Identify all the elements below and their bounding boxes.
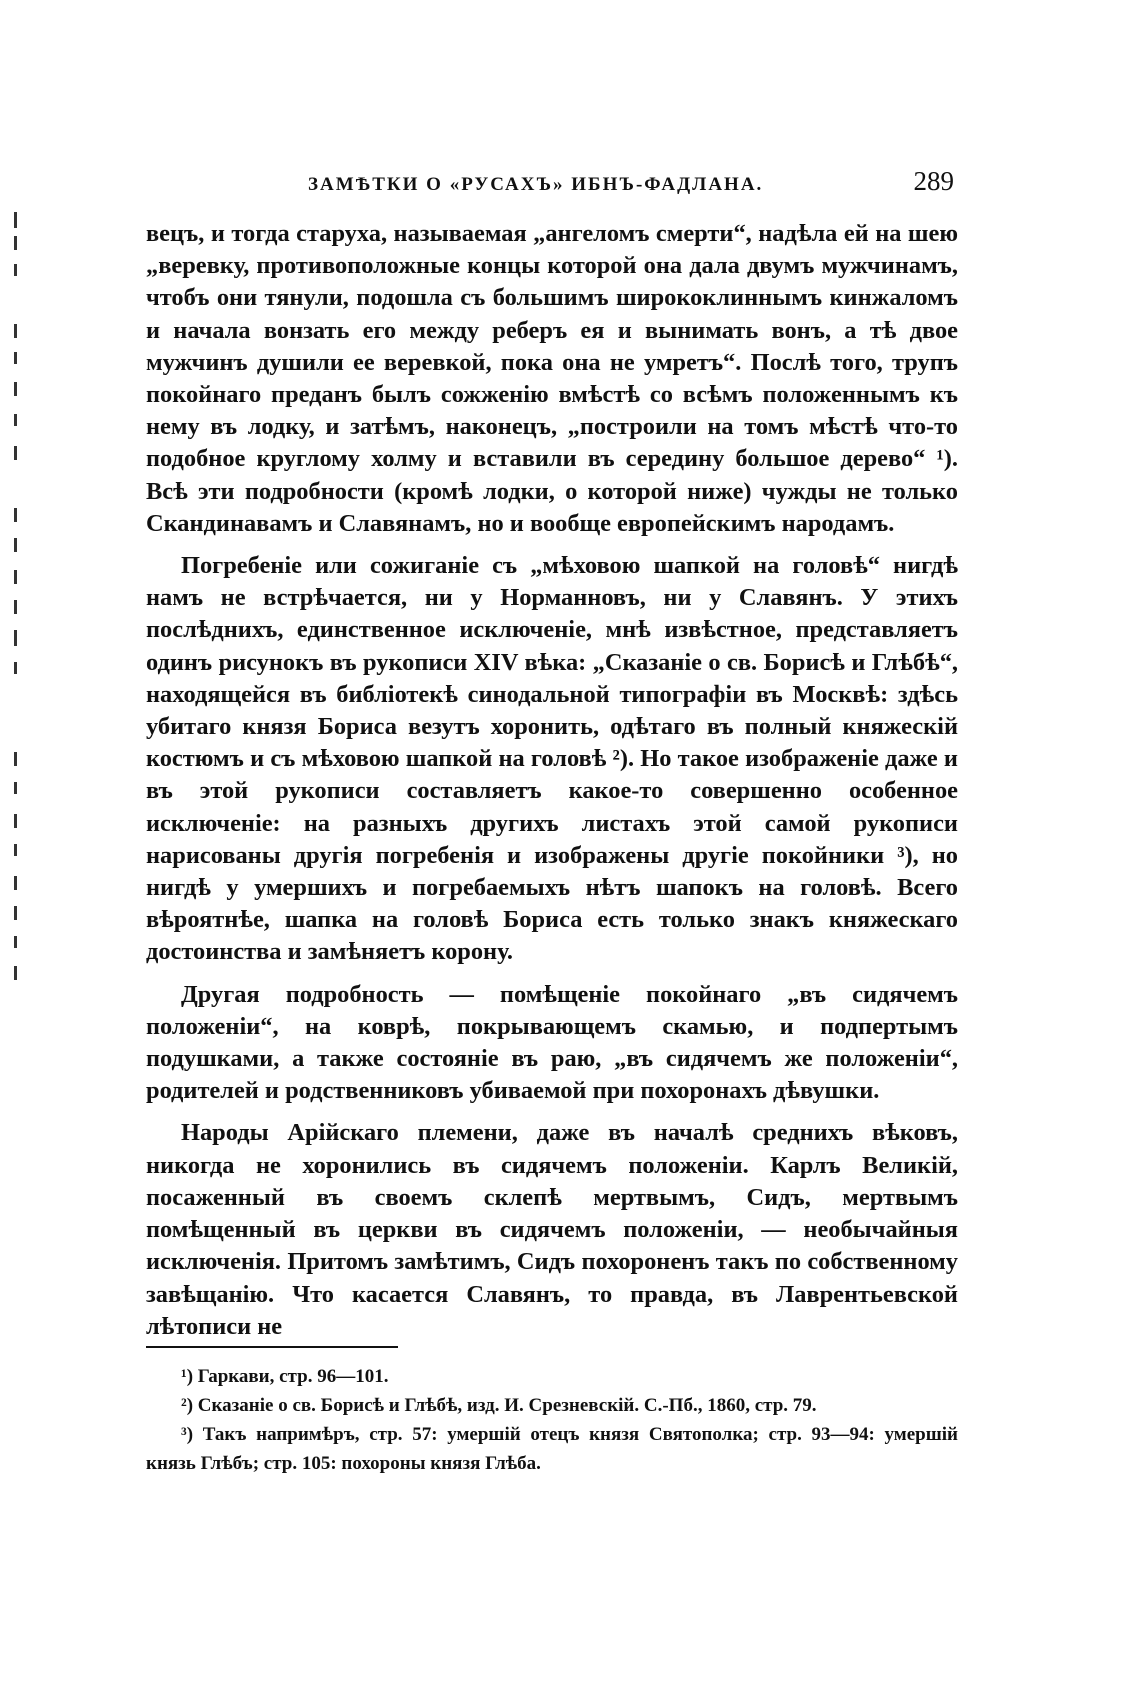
scan-mark (14, 414, 17, 426)
scan-mark (14, 630, 17, 646)
main-text (146, 218, 958, 1343)
paragraph: вецъ, и тогда старуха, называемая „ангеломъ смерти“, надѣла ей на шею „веревку, противоположные концы которой она дала двумъ мужчинамъ, чтобъ они тянули, подошла съ большимъ ширококлиннымъ кинжаломъ и начала вонзать его между реберъ ея и вынимать вонъ, а тѣ двое мужчинъ душили ее веревкой, пока она не умретъ“. Послѣ того, трупъ покойнаго преданъ былъ сожженію вмѣстѣ со всѣмъ положеннымъ къ нему въ лодку, и затѣмъ, наконецъ, „построили на томъ мѣстѣ что-то подобное круглому холму и вставили въ середину большое дерево“ ¹). Всѣ эти подробности (кромѣ лодки, о которой ниже) чужды не только Скандинавамъ и Славянамъ, но и вообще европейскимъ народамъ. (146, 220, 958, 537)
paragraph: Народы Арійскаго племени, даже въ началѣ среднихъ вѣковъ, никогда не хоронились въ сидячемъ положеніи. Карлъ Великій, посаженный въ своемъ склепѣ мертвымъ, Сидъ, мертвымъ помѣщенный въ церкви въ сидячемъ положеніи, — необычайныя исключенія. Притомъ замѣтимъ, Сидъ похороненъ такъ по собственному завѣщанію. Что касается Славянъ, то правда, въ Лаврентьевской лѣтописи не (146, 1119, 958, 1340)
scan-mark (14, 966, 17, 980)
scan-mark (14, 324, 17, 338)
scan-mark (14, 752, 17, 766)
scan-mark (14, 212, 17, 228)
page-header (146, 166, 958, 206)
paragraph: Другая подробность — помѣщеніе покойнаго „въ сидячемъ положеніи“, на коврѣ, покрывающемъ скамью, и подпертымъ подушками, а также состояніе въ раю, „въ сидячемъ же положеніи“, родителей и родственниковъ убиваемой при похоронахъ дѣвушки. (146, 980, 958, 1105)
scan-mark (14, 936, 17, 948)
scan-mark (14, 600, 17, 614)
scan-mark (14, 876, 17, 890)
scan-mark (14, 844, 17, 856)
scan-mark (14, 352, 17, 364)
scan-mark (14, 382, 17, 396)
scan-mark (14, 662, 17, 674)
scan-mark (14, 906, 17, 920)
scan-mark (14, 538, 17, 552)
scan-mark (14, 782, 17, 794)
running-title: ЗАМѢТКИ О «РУСАХЪ» ИБНЪ-ФАДЛАНА. (308, 174, 764, 195)
page-number: 289 (913, 166, 954, 196)
scan-mark (14, 508, 17, 522)
footnotes (146, 1362, 958, 1478)
margin-scan-marks (6, 212, 26, 1072)
footnote: ³) Такъ напримѣръ, стр. 57: умершій отецъ князя Святополка; стр. 93—94: умершій князь Глѣбъ; стр. 105: похороны князя Глѣба. (146, 1424, 958, 1474)
scan-mark (14, 264, 17, 276)
scan-mark (14, 236, 17, 250)
scan-mark (14, 814, 17, 828)
scan-mark (14, 570, 17, 584)
footnote: ¹) Гаркави, стр. 96—101. (181, 1366, 389, 1387)
footnote: ²) Сказаніе о св. Борисѣ и Глѣбѣ, изд. И. Срезневскій. С.-Пб., 1860, стр. 79. (181, 1395, 817, 1416)
footnote-divider (146, 1346, 398, 1348)
paragraph: Погребеніе или сожиганіе съ „мѣховою шапкой на головѣ“ нигдѣ намъ не встрѣчается, ни у Норманновъ, ни у Славянъ. У этихъ послѣднихъ, единственное исключеніе, мнѣ извѣстное, представляетъ одинъ рисунокъ въ рукописи XIV вѣка: „Сказаніе о св. Борисѣ и Глѣбѣ“, находящейся въ библіотекѣ синодальной типографіи въ Москвѣ: здѣсь убитаго князя Бориса везутъ хоронить, одѣтаго въ полный княжескій костюмъ и съ мѣховою шапкой на головѣ ²). Но такое изображеніе даже и въ этой рукописи составляетъ какое-то совершенно особенное исключеніе: на разныхъ другихъ листахъ этой самой рукописи нарисованы другія погребенія и изображены другіе покойники ³), но нигдѣ у умершихъ и погребаемыхъ нѣтъ шапокъ на головѣ. Всего вѣроятнѣе, шапка на головѣ Бориса есть только знакъ княжескаго достоинства и замѣняетъ корону. (146, 552, 958, 966)
scan-mark (14, 446, 17, 460)
